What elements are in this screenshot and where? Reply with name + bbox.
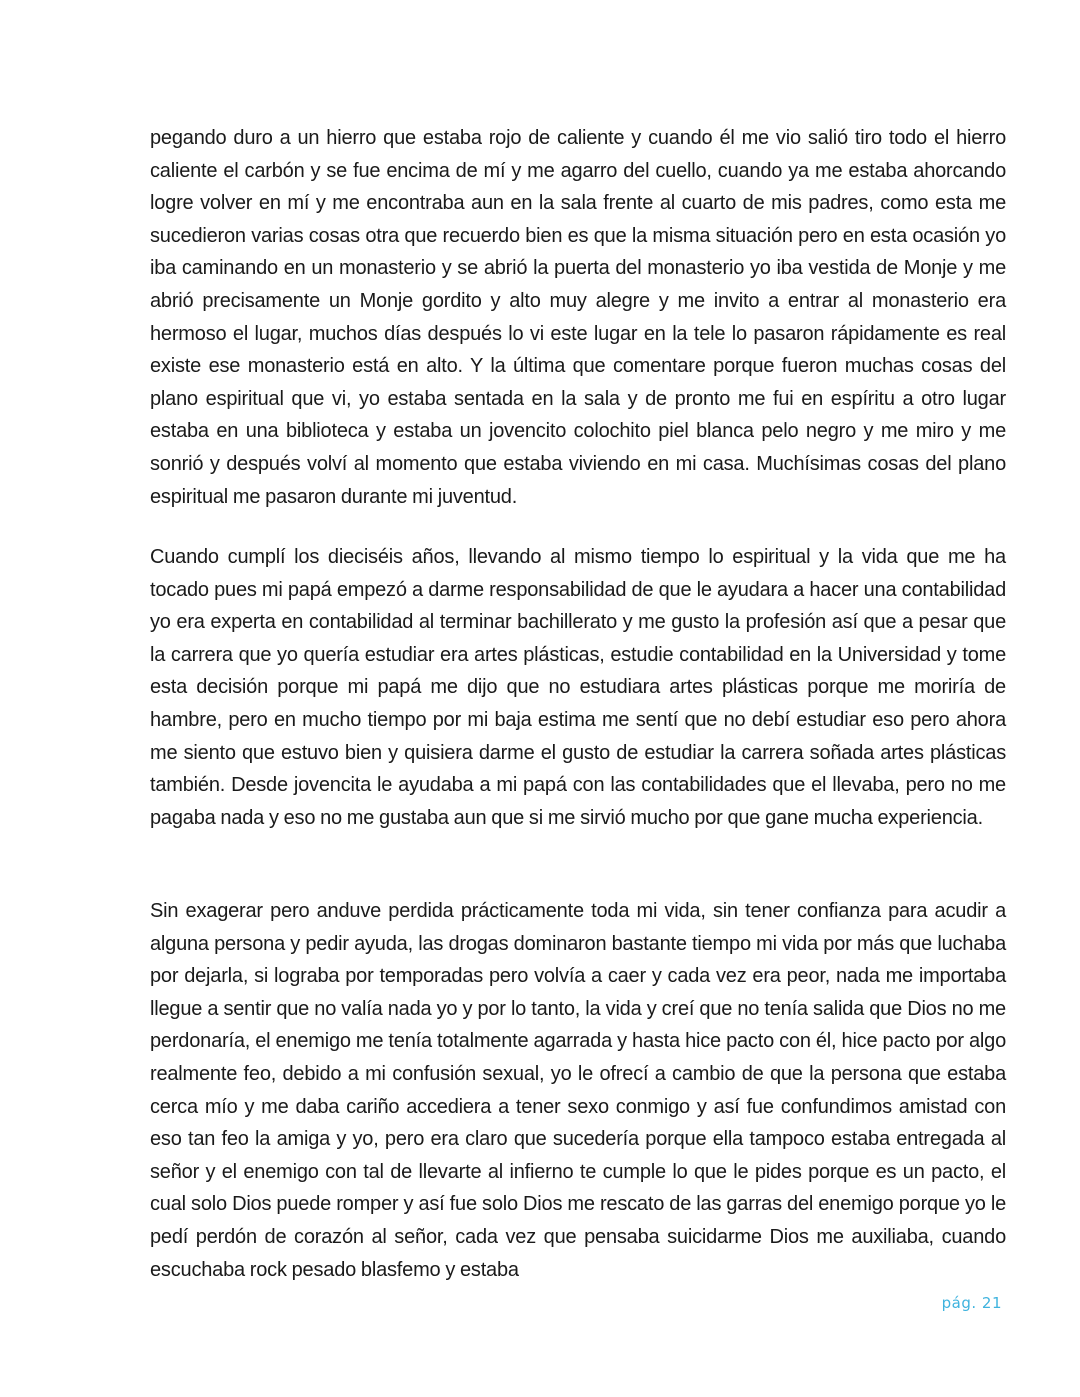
paragraph-2: Cuando cumplí los dieciséis años, llevando al mismo tiempo lo espiritual y la vida que me ha tocado pues mi papá empezó a darme responsabilidad de que le ayudara a hacer una contabilidad yo era experta en contabilidad al terminar bachillerato y me gusto la profesión así que a pesar que la carrera que yo quería estudiar era artes plásticas, estudie contabilidad en la Universidad y tome esta decisión porque mi papá me dijo que no estudiara artes plásticas porque me moriría de hambre, pero en mucho tiempo por mi baja estima me sentí que no debí estudiar eso pero ahora me siento que estuvo bien y quisiera darme el gusto de estudiar la carrera soñada artes plásticas también. Desde jovencita le ayudaba a mi papá con las contabilidades que el llevaba, pero no me pagaba nada y eso no me gustaba aun que si me sirvió mucho por que gane mucha experiencia. bbox=[150, 546, 1006, 829]
paragraph-3: Sin exagerar pero anduve perdida prácticamente toda mi vida, sin tener confianza para acudir a alguna persona y pedir ayuda, las drogas dominaron bastante tiempo mi vida por más que luchaba por dejarla, si lograba por temporadas pero volvía a caer y cada vez era peor, nada me importaba llegue a sentir que no valía nada yo y por lo tanto, la vida y creí que no tenía salida que Dios no me perdonaría, el enemigo me tenía totalmente agarrada y hasta hice pacto con él, hice pacto por algo realmente feo, debido a mi confusión sexual, yo le ofrecí a cambio de que la persona que estaba cerca mío y me daba cariño accediera a tener sexo conmigo y así fue confundimos amistad con eso tan feo la amiga y yo, pero era claro que sucedería porque ella tampoco estaba entregada al señor y el enemigo con tal de llevarte al infierno te cumple lo que le pides porque es un pacto, el cual solo Dios puede romper y así fue solo Dios me rescato de las garras del enemigo porque yo le pedí perdón de corazón al señor, cada vez que pensaba suicidarme Dios me auxiliaba, cuando escuchaba rock pesado blasfemo y estaba bbox=[150, 900, 1006, 1281]
page-number: pág. 21 bbox=[941, 1294, 1002, 1312]
paragraph-block bbox=[150, 122, 1006, 513]
paragraph-block bbox=[150, 895, 1006, 1286]
paragraph-block bbox=[150, 541, 1006, 834]
paragraph-1: pegando duro a un hierro que estaba rojo de caliente y cuando él me vio salió tiro todo el hierro caliente el carbón y se fue encima de mí y me agarro del cuello, cuando ya me estaba ahorcando logre volver en mí y me encontraba aun en la sala frente al cuarto de mis padres, como esta me sucedieron varias cosas otra que recuerdo bien es que la misma situación pero en esta ocasión yo iba caminando en un monasterio y se abrió la puerta del monasterio yo iba vestida de Monje y me abrió precisamente un Monje gordito y alto muy alegre y me invito a entrar al monasterio era hermoso el lugar, muchos días después lo vi este lugar en la tele lo pasaron rápidamente es real existe ese monasterio está en alto. Y la última que comentare porque fueron muchas cosas del plano espiritual que vi, yo estaba sentada en la sala y de pronto me fui en espíritu a otro lugar estaba en una biblioteca y estaba un jovencito colochito piel blanca pelo negro y me miro y me sonrió y después volví al momento que estaba viviendo en mi casa. Muchísimas cosas del plano espiritual me pasaron durante mi juventud. bbox=[150, 127, 1006, 508]
